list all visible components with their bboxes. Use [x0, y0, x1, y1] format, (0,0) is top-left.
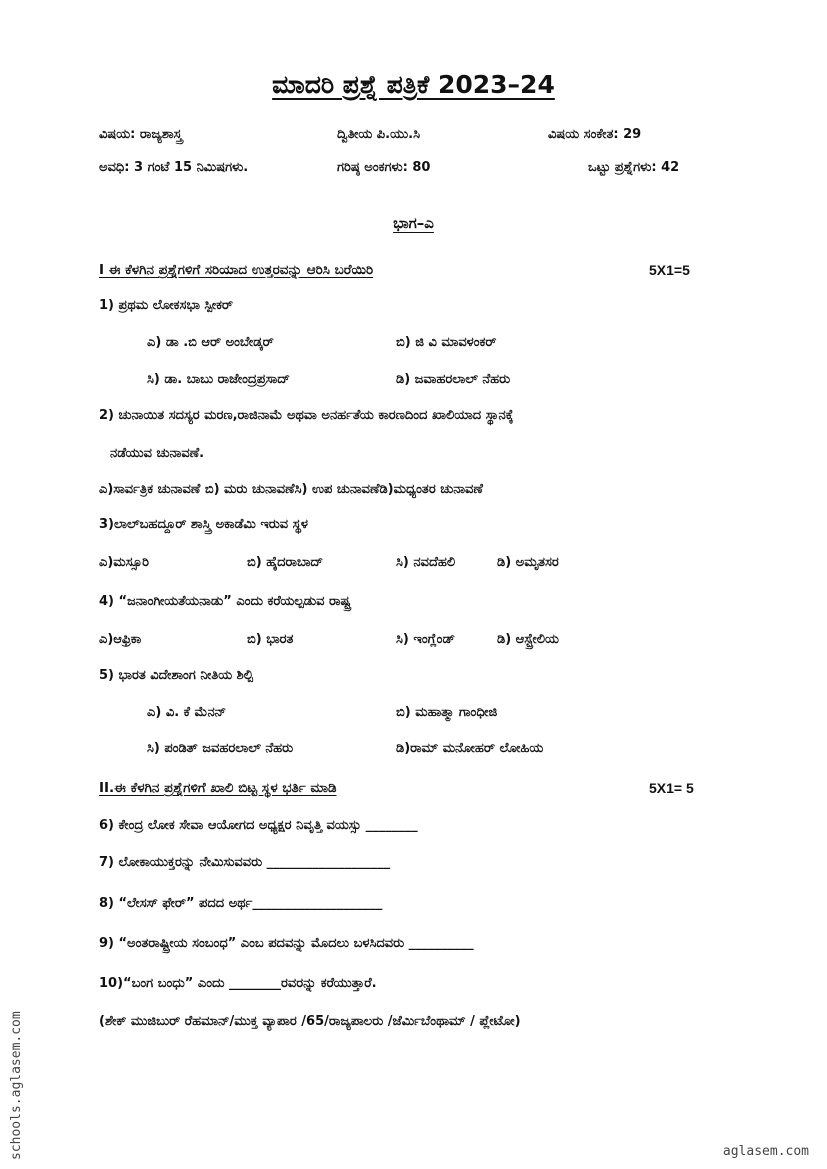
q5-option-b: ಬಿ) ಮಹಾತ್ಮಾ ಗಾಂಧೀಜಿ [396, 705, 498, 720]
subject-label: ವಿಷಯ: ರಾಜ್ಯಶಾಸ್ತ್ರ [99, 127, 182, 142]
part1-heading: I ಈ ಕೆಳಗಿನ ಪ್ರಶ್ನೆಗಳಿಗೆ ಸರಿಯಾದ ಉತ್ತರವನ್ನು ಆರಿಸಿ ಬರೆಯಿರಿ [99, 262, 374, 278]
max-marks-label: ಗರಿಷ್ಠ ಅಂಕಗಳು: 80 [337, 160, 431, 175]
q3-option-b: ಬಿ) ಹೈದರಾಬಾದ್ [247, 555, 324, 570]
total-questions-label: ಒಟ್ಟು ಪ್ರಶ್ನೆಗಳು: 42 [588, 160, 680, 175]
q1-option-b: ಬಿ) ಜಿ ವಿ ಮಾವಳಂಕರ್ [396, 335, 497, 350]
section-title: ಭಾಗ–ಎ [393, 214, 434, 232]
q4-option-a: ಎ)ಆಫ್ರಿಕಾ [99, 632, 142, 647]
question-6: 6) ಕೇಂದ್ರ ಲೋಕ ಸೇವಾ ಆಯೋಗದ ಅಧ್ಯಕ್ಷರ ನಿವೃತ್ತಿ ವಯಸ್ಸು ________ [99, 818, 418, 833]
question-1: 1) ಪ್ರಥಮ ಲೋಕಸಭಾ ಸ್ಪೀಕರ್ [99, 298, 234, 313]
question-8: 8) “ಲೇಸಸ್ ಫೇರ್” ಪದದ ಅರ್ಥ____________________ [99, 896, 383, 911]
subject-code-label: ವಿಷಯ ಸಂಕೇತ: 29 [548, 127, 642, 142]
class-label: ದ್ವಿತೀಯ ಪಿ.ಯು.ಸಿ [337, 127, 420, 142]
paper-title: ಮಾದರಿ ಪ್ರಶ್ನೆ ಪತ್ರಿಕೆ 2023–24 [272, 70, 555, 99]
q3-option-a: ಎ)ಮಸ್ಸೂರಿ [99, 555, 149, 570]
q5-option-a: ಎ) ವಿ. ಕೆ ಮೆನನ್ [147, 705, 227, 720]
q3-option-d: ಡಿ) ಅಮೃತಸರ [497, 555, 559, 570]
q1-option-d: ಡಿ) ಜವಾಹರಲಾಲ್ ನೆಹರು [396, 372, 511, 387]
q4-option-d: ಡಿ) ಆಸ್ಟ್ರೇಲಿಯ [497, 632, 559, 647]
fill-in-choices: (ಶೇಕ್ ಮುಜಿಬುರ್ ರೆಹಮಾನ್/ಮುಕ್ತ ವ್ಯಾಪಾರ /65/ರಾಜ್ಯಪಾಲರು /ಜೆರ್ಮಿಬೆಂಥಾಮ್ / ಪ್ಲೇಟೋ) [99, 1014, 521, 1029]
bottom-watermark: aglasem.com [722, 1144, 809, 1159]
q2-options: ಎ)ಸಾರ್ವತ್ರಿಕ ಚುನಾವಣೆ ಬಿ) ಮರು ಚುನಾವಣೆಸಿ) ಉಪ ಚುನಾವಣೆಡಿ)ಮಧ್ಯಂತರ ಚುನಾವಣೆ [99, 482, 483, 497]
question-3: 3)ಲಾಲ್‌ಬಹದ್ದೂರ್ ಶಾಸ್ತ್ರಿ ಅಕಾಡೆಮಿ ಇರುವ ಸ್ಥಳ [99, 517, 308, 532]
question-5: 5) ಭಾರತ ವಿದೇಶಾಂಗ ನೀತಿಯ ಶಿಲ್ಪಿ [99, 668, 254, 683]
question-7: 7) ಲೋಕಾಯುಕ್ತರನ್ನು ನೇಮಿಸುವವರು ___________________ [99, 855, 391, 870]
q1-option-c: ಸಿ) ಡಾ. ಬಾಬು ರಾಜೇಂದ್ರಪ್ರಸಾದ್ [147, 372, 290, 387]
duration-label: ಅವಧಿ: 3 ಗಂಟೆ 15 ನಿಮಿಷಗಳು. [99, 160, 249, 175]
q1-option-a: ಎ) ಡಾ .ಬಿ ಆರ್ ಅಂಬೇಡ್ಕರ್ [147, 335, 274, 350]
question-2-line2: ನಡೆಯುವ ಚುನಾವಣೆ. [110, 446, 205, 461]
part2-heading: II.ಈ ಕೆಳಗಿನ ಪ್ರಶ್ನೆಗಳಿಗೆ ಖಾಲಿ ಬಿಟ್ಟ ಸ್ಥಳ ಭರ್ತಿ ಮಾಡಿ [99, 780, 337, 796]
q5-option-d: ಡಿ)ರಾಮ್ ಮನೋಹರ್ ಲೋಹಿಯ [396, 741, 544, 756]
question-9: 9) “ಅಂತರಾಷ್ಟ್ರೀಯ ಸಂಬಂಧ” ಎಂಬ ಪದವನ್ನು ಮೊದಲು ಬಳಸಿದವರು __________ [99, 936, 474, 951]
part1-marks: 5X1=5 [649, 262, 690, 278]
part2-marks: 5X1= 5 [649, 780, 694, 796]
q5-option-c: ಸಿ) ಪಂಡಿತ್ ಜವಹರಲಾಲ್ ನೆಹರು [147, 741, 294, 756]
question-4: 4) “ಜನಾಂಗೀಯತೆಯನಾಡು” ಎಂದು ಕರೆಯಲ್ಪಡುವ ರಾಷ್ಟ್ರ [99, 594, 351, 609]
side-watermark: schools.aglasem.com [9, 1011, 24, 1160]
q4-option-c: ಸಿ) ಇಂಗ್ಲೆಂಡ್ [396, 632, 455, 647]
q3-option-c: ಸಿ) ನವದೆಹಲಿ [396, 555, 456, 570]
question-10: 10)“ಬಂಗ ಬಂಧು” ಎಂದು ________ರವರನ್ನು ಕರೆಯುತ್ತಾರೆ. [99, 976, 377, 991]
question-2-line1: 2) ಚುನಾಯಿತ ಸದಸ್ಯರ ಮರಣ,ರಾಜಿನಾಮೆ ಅಥವಾ ಅನರ್ಹತೆಯ ಕಾರಣದಿಂದ ಖಾಲಿಯಾದ ಸ್ಥಾನಕ್ಕೆ [99, 408, 514, 423]
q4-option-b: ಬಿ) ಭಾರತ [247, 632, 294, 647]
